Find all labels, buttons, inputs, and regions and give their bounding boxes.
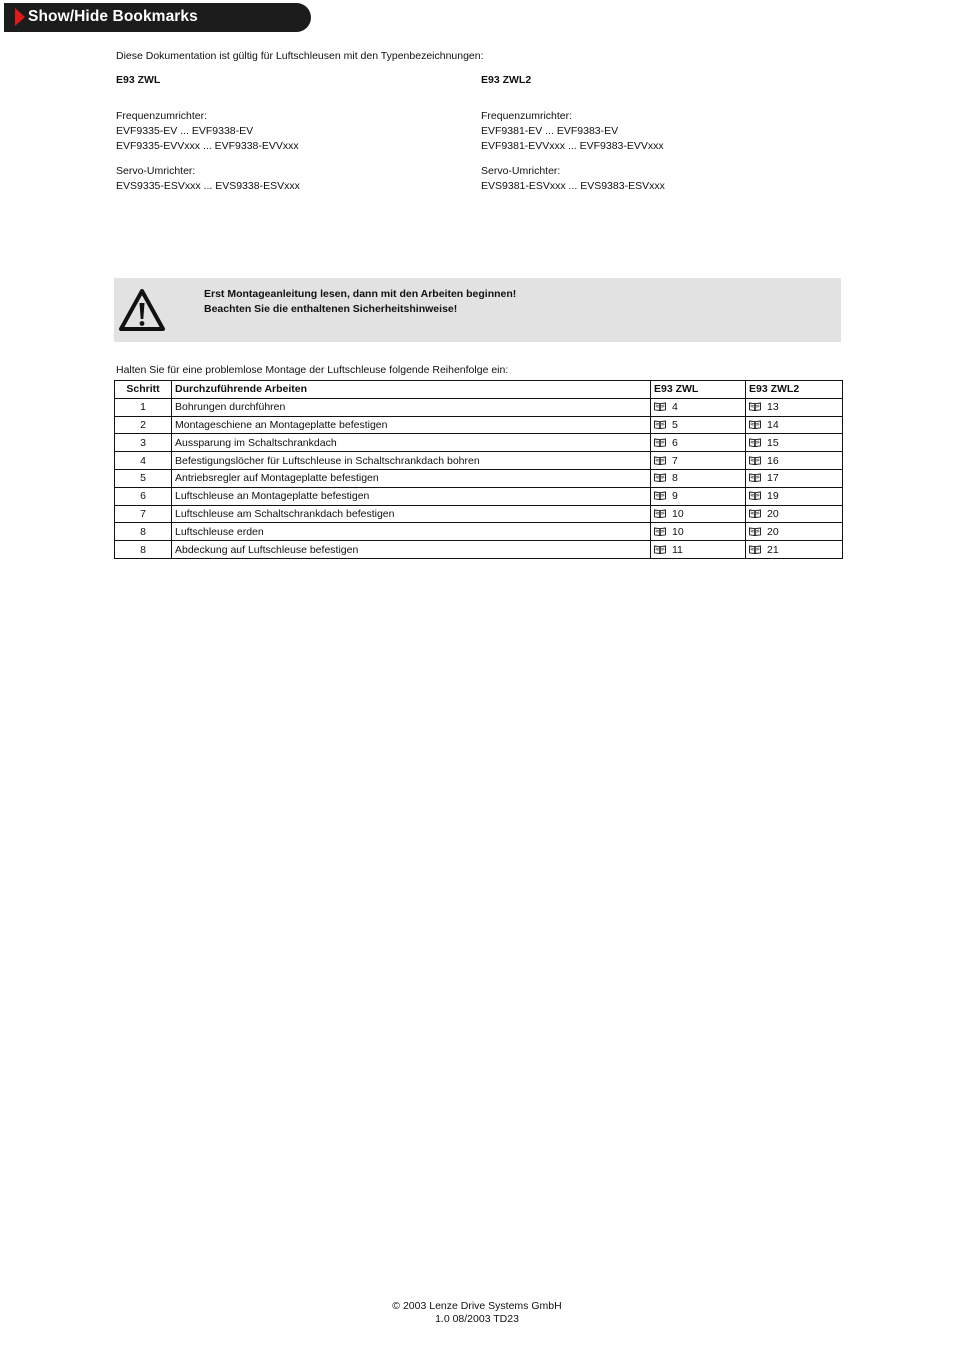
page-number: 17 — [767, 472, 779, 485]
page-ref-e93-zwl2[interactable] — [746, 469, 843, 487]
header-e93-zwl: E93 ZWL — [651, 381, 746, 399]
steps-intro-text: Halten Sie für eine problemlose Montage der Luftschleuse folgende Reihenfolge ein: — [116, 364, 509, 376]
page-ref-e93-zwl[interactable] — [651, 469, 746, 487]
bookmark-button-label: Show/Hide Bookmarks — [28, 8, 198, 25]
safety-warning-box — [114, 278, 841, 342]
header-e93-zwl2: E93 ZWL2 — [746, 381, 843, 399]
assembly-steps-table — [114, 380, 843, 559]
footer-copyright: © 2003 Lenze Drive Systems GmbH — [392, 1300, 562, 1312]
table-row — [115, 523, 843, 541]
servo-line: EVS9381-ESVxxx ... EVS9383-ESVxxx — [481, 180, 665, 192]
step-number: 7 — [115, 505, 172, 523]
table-row — [115, 541, 843, 559]
page-ref-e93-zwl2[interactable] — [746, 434, 843, 452]
page-ref-e93-zwl[interactable] — [651, 434, 746, 452]
variant-title: E93 ZWL — [116, 74, 161, 86]
page-ref-e93-zwl2[interactable] — [746, 452, 843, 470]
step-number: 3 — [115, 434, 172, 452]
task-description: Abdeckung auf Luftschleuse befestigen — [172, 541, 651, 559]
task-description: Luftschleuse erden — [172, 523, 651, 541]
warning-line-1: Erst Montageanleitung lesen, dann mit den Arbeiten beginnen! — [204, 288, 517, 300]
footer-version: 1.0 08/2003 TD23 — [435, 1313, 519, 1325]
page-number: 20 — [767, 525, 779, 538]
page-ref-e93-zwl2[interactable] — [746, 416, 843, 434]
book-icon — [654, 527, 666, 536]
book-icon — [749, 527, 761, 536]
warning-line-2: Beachten Sie die enthaltenen Sicherheitshinweise! — [204, 303, 458, 315]
task-description: Luftschleuse am Schaltschrankdach befestigen — [172, 505, 651, 523]
book-icon — [749, 420, 761, 429]
book-icon — [749, 545, 761, 554]
table-row — [115, 434, 843, 452]
page-number: 4 — [672, 401, 678, 414]
book-icon — [654, 509, 666, 518]
servo-label: Servo-Umrichter: — [116, 165, 196, 177]
page-ref-e93-zwl[interactable] — [651, 398, 746, 416]
page-ref-e93-zwl[interactable] — [651, 505, 746, 523]
page-ref-e93-zwl2[interactable] — [746, 398, 843, 416]
page-ref-e93-zwl2[interactable] — [746, 541, 843, 559]
fu-line-2: EVF9381-EVVxxx ... EVF9383-EVVxxx — [481, 140, 664, 152]
page-ref-e93-zwl[interactable] — [651, 487, 746, 505]
page-ref-e93-zwl[interactable] — [651, 416, 746, 434]
show-hide-bookmarks-button[interactable] — [4, 3, 311, 32]
page-number: 5 — [672, 418, 678, 431]
table-header-row — [115, 381, 843, 399]
page-number: 10 — [672, 507, 684, 520]
task-description: Montageschiene an Montageplatte befestigen — [172, 416, 651, 434]
page-ref-e93-zwl2[interactable] — [746, 487, 843, 505]
book-icon — [654, 438, 666, 447]
book-icon — [654, 473, 666, 482]
page-number: 20 — [767, 507, 779, 520]
book-icon — [749, 491, 761, 500]
task-description: Bohrungen durchführen — [172, 398, 651, 416]
book-icon — [749, 438, 761, 447]
servo-line: EVS9335-ESVxxx ... EVS9338-ESVxxx — [116, 180, 300, 192]
task-description: Luftschleuse an Montageplatte befestigen — [172, 487, 651, 505]
table-row — [115, 505, 843, 523]
fu-line-2: EVF9335-EVVxxx ... EVF9338-EVVxxx — [116, 140, 299, 152]
task-description: Aussparung im Schaltschrankdach — [172, 434, 651, 452]
page-number: 19 — [767, 490, 779, 503]
page-number: 14 — [767, 418, 779, 431]
book-icon — [654, 402, 666, 411]
step-number: 4 — [115, 452, 172, 470]
book-icon — [749, 509, 761, 518]
fu-line-1: EVF9381-EV ... EVF9383-EV — [481, 125, 619, 137]
book-icon — [654, 420, 666, 429]
fu-label: Frequenzumrichter: — [116, 110, 208, 122]
step-number: 6 — [115, 487, 172, 505]
variant-title: E93 ZWL2 — [481, 74, 532, 86]
page-number: 13 — [767, 401, 779, 414]
table-row — [115, 398, 843, 416]
task-description: Befestigungslöcher für Luftschleuse in Schaltschrankdach bohren — [172, 452, 651, 470]
step-number: 5 — [115, 469, 172, 487]
book-icon — [654, 456, 666, 465]
table-row — [115, 487, 843, 505]
fu-label: Frequenzumrichter: — [481, 110, 573, 122]
header-step: Schritt — [115, 381, 172, 399]
fu-line-1: EVF9335-EV ... EVF9338-EV — [116, 125, 254, 137]
warning-triangle-icon — [118, 288, 166, 332]
page-number: 9 — [672, 490, 678, 503]
servo-label: Servo-Umrichter: — [481, 165, 561, 177]
book-icon — [749, 402, 761, 411]
book-icon — [749, 456, 761, 465]
step-number: 8 — [115, 523, 172, 541]
page-number: 16 — [767, 454, 779, 467]
step-number: 1 — [115, 398, 172, 416]
page-number: 10 — [672, 525, 684, 538]
task-description: Antriebsregler auf Montageplatte befestigen — [172, 469, 651, 487]
table-row — [115, 452, 843, 470]
page-number: 8 — [672, 472, 678, 485]
play-arrow-icon — [15, 8, 25, 26]
book-icon — [654, 545, 666, 554]
page-number: 6 — [672, 436, 678, 449]
page-ref-e93-zwl[interactable] — [651, 541, 746, 559]
step-number: 2 — [115, 416, 172, 434]
page-number: 11 — [672, 543, 683, 556]
step-number: 8 — [115, 541, 172, 559]
page-ref-e93-zwl2[interactable] — [746, 505, 843, 523]
page-number: 15 — [767, 436, 779, 449]
book-icon — [749, 473, 761, 482]
book-icon — [654, 491, 666, 500]
page-number: 21 — [767, 543, 779, 556]
page-ref-e93-zwl[interactable] — [651, 452, 746, 470]
table-row — [115, 469, 843, 487]
intro-text: Diese Dokumentation ist gültig für Luftschleusen mit den Typenbezeichnungen: — [116, 50, 484, 62]
page-ref-e93-zwl2[interactable] — [746, 523, 843, 541]
page-ref-e93-zwl[interactable] — [651, 523, 746, 541]
page-number: 7 — [672, 454, 678, 467]
header-task: Durchzuführende Arbeiten — [172, 381, 651, 399]
table-row — [115, 416, 843, 434]
